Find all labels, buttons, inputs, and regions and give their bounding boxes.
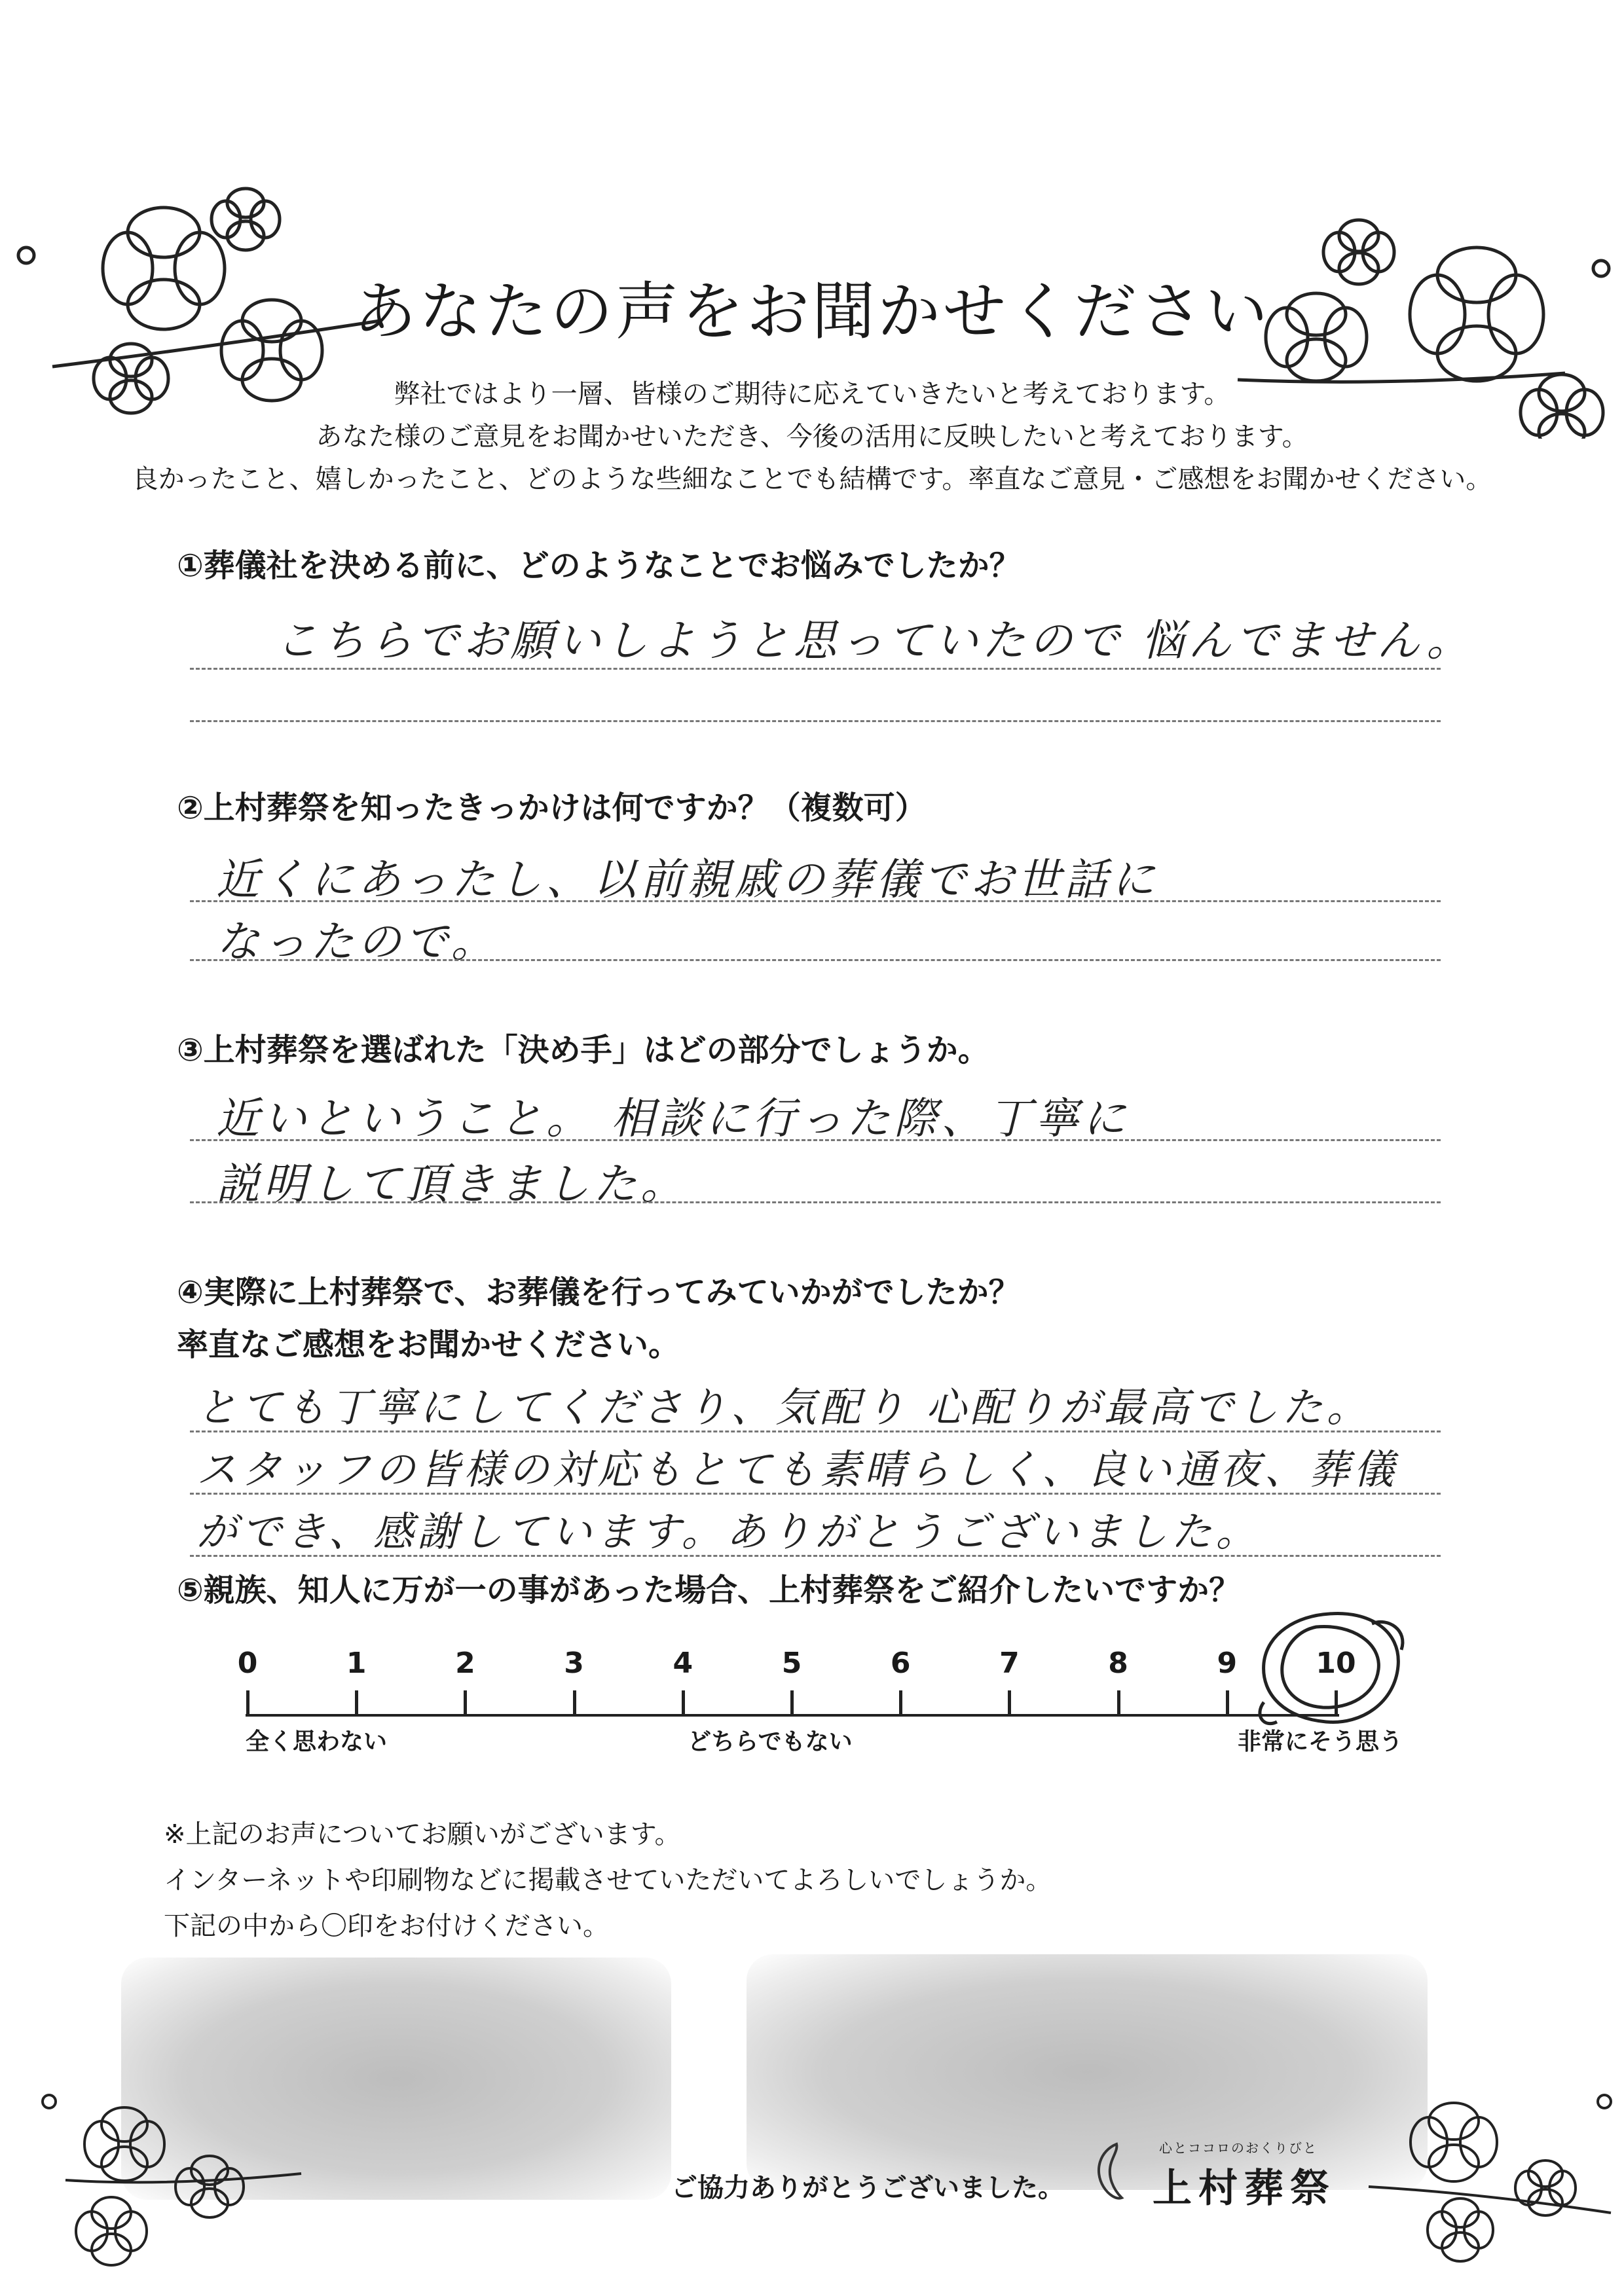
scale-tick-2: [464, 1690, 467, 1715]
question-4-answer-line-1: とても丁寧にしてくださり、気配り 心配りが最高でした。: [196, 1383, 1371, 1431]
note-line-1: ※上記のお声についてお願いがございます。: [164, 1819, 681, 1850]
scale-tick-label-1: 1: [346, 1647, 367, 1680]
scale-tick-1: [355, 1690, 358, 1715]
scale-label-high: 非常にそう思う: [1238, 1728, 1403, 1755]
scale-tick-label-7: 7: [999, 1647, 1020, 1680]
footer-thanks: ご協力ありがとうございました。: [671, 2173, 1064, 2203]
scale-tick-label-6: 6: [890, 1647, 911, 1680]
question-2-answer-line-1: 近くにあったし、以前親戚の葬儀でお世話に: [216, 854, 1159, 905]
scale-tick-0: [246, 1690, 249, 1715]
scale-tick-label-3: 3: [564, 1647, 584, 1680]
scale-tick-label-5: 5: [781, 1647, 802, 1680]
intro-line-1: 弊社ではより一層、皆様のご期待に応えていきたいと考えております。: [394, 379, 1230, 409]
scale-tick-5: [790, 1690, 794, 1715]
note-line-2: インターネットや印刷物などに掲載させていただいてよろしいでしょうか。: [164, 1865, 1052, 1895]
brand-tagline: 心とココロのおくりびと: [1159, 2140, 1318, 2156]
scale-tick-label-8: 8: [1108, 1647, 1128, 1680]
note-line-3: 下記の中から〇印をお付けください。: [164, 1911, 609, 1941]
question-3-answer-line-1: 近いということ。 相談に行った際、丁寧に: [216, 1093, 1130, 1144]
question-4-answer-line-3: ができ、感謝しています。ありがとうございました。: [196, 1508, 1261, 1556]
scale-tick-6: [899, 1690, 902, 1715]
scale-tick-4: [682, 1690, 685, 1715]
question-1-answer-line-1: こちらでお願いしようと思っていたので 悩んでません。: [275, 615, 1474, 666]
flower-decoration-bottom-left-icon: [39, 2088, 314, 2285]
scale-label-low: 全く思わない: [246, 1728, 388, 1755]
question-4-sublabel: 率直なご感想をお聞かせください。: [177, 1326, 680, 1363]
intro-line-2: あなた様のご意見をお聞かせいただき、今後の活用に反映したいと考えております。: [316, 422, 1308, 452]
flower-decoration-bottom-right-icon: [1362, 2082, 1617, 2278]
scale-tick-label-0: 0: [237, 1647, 258, 1680]
selected-rating-circle-icon: [1238, 1604, 1421, 1735]
scale-tick-label-10: 10: [1316, 1647, 1356, 1680]
page-title: あなたの声をお聞かせください: [354, 275, 1270, 348]
scale-tick-label-2: 2: [455, 1647, 475, 1680]
question-3-label: ③上村葬祭を選ばれた「決め手」はどの部分でしょうか。: [177, 1032, 989, 1068]
question-4-label: ④実際に上村葬祭で、お葬儀を行ってみていかがでしたか？: [177, 1274, 1020, 1311]
scale-tick-7: [1008, 1690, 1011, 1715]
scale-tick-3: [573, 1690, 576, 1715]
scale-tick-label-4: 4: [673, 1647, 693, 1680]
brand-name: 上村葬祭: [1153, 2166, 1336, 2212]
question-5-label: ⑤親族、知人に万が一の事があった場合、上村葬祭をご紹介したいですか？: [177, 1572, 1241, 1609]
scale-tick-label-9: 9: [1217, 1647, 1238, 1680]
question-1-label: ①葬儀社を決める前に、どのようなことでお悩みでしたか？: [177, 547, 1021, 584]
question-2-answer-line-2: なったので。: [216, 917, 498, 967]
intro-line-3: 良かったこと、嬉しかったこと、どのような些細なことでも結構です。率直なご意見・ご感想をお聞かせください。: [132, 464, 1492, 494]
scale-label-mid: どちらでもない: [688, 1728, 853, 1755]
scale-tick-8: [1117, 1690, 1120, 1715]
redacted-area-right: [747, 1954, 1428, 2190]
scale-tick-9: [1226, 1690, 1229, 1715]
question-2-label: ②上村葬祭を知ったきっかけは何ですか？（複数可）: [177, 790, 927, 826]
question-3-answer-line-2: 説明して頂きました。: [216, 1159, 688, 1209]
heart-logo-icon: [1090, 2138, 1136, 2203]
question-4-answer-line-2: スタッフの皆様の対応もとても素晴らしく、良い通夜、葬儀: [196, 1446, 1398, 1493]
